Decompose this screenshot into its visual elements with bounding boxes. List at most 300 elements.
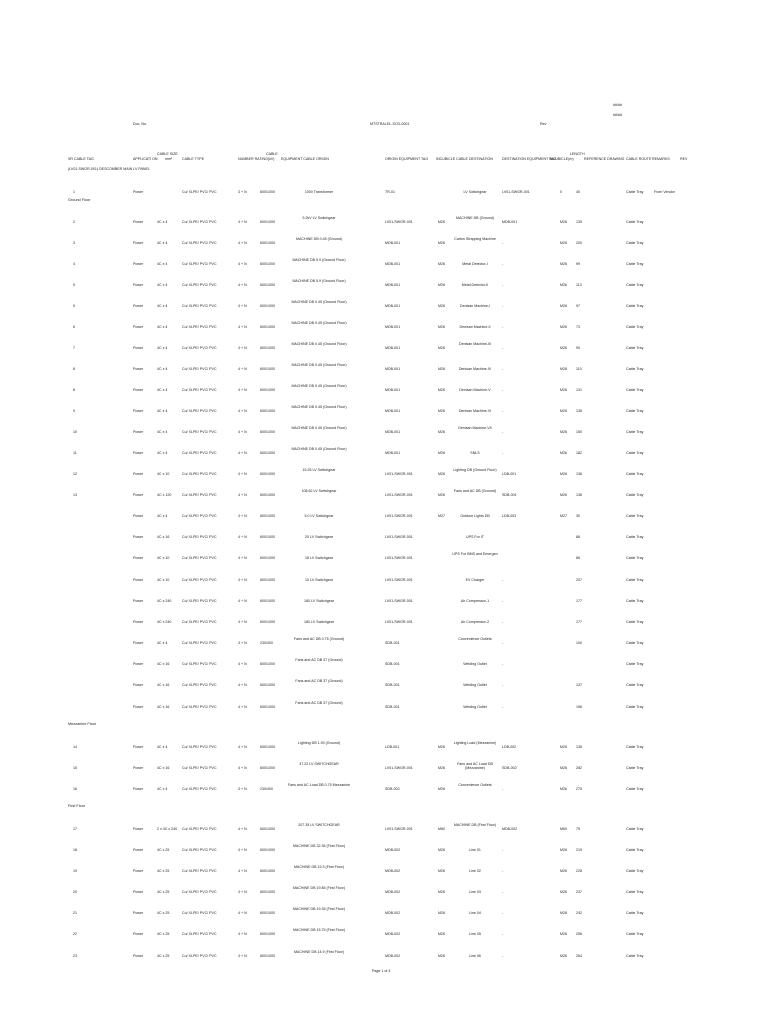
panel-caption: (LV01-SWGR-001) DESCOMBER MAIN LV PANEL <box>68 167 150 171</box>
cell-inc2: M26 <box>560 262 567 266</box>
cell-rating: 230/400 <box>260 641 273 645</box>
cell-app: Power <box>133 304 144 308</box>
cell-otag: MDB-001 <box>385 346 401 350</box>
col-cable-type: CABLE TYPE <box>182 157 205 161</box>
cell-type: Cu/ XLPE/ PVC/ PVC <box>182 304 217 308</box>
cell-rating: 600/1000 <box>260 220 275 224</box>
cell-rating: 600/1000 <box>260 869 275 873</box>
cell-num: 4 + N <box>238 890 247 894</box>
cell-incub: M26 <box>438 409 445 413</box>
cell-dtag: - <box>502 869 504 873</box>
cell-type: Cu/ XLPE/ PVC/ PVC <box>182 620 217 624</box>
cell-dest: MACHINE DB (Ground) <box>456 216 494 220</box>
cell-dtag: LDB-002 <box>502 745 517 749</box>
table-row <box>0 633 768 654</box>
cell-dtag: - <box>502 346 504 350</box>
cell-len: 136 <box>576 745 582 749</box>
cell-len: 113 <box>576 283 582 287</box>
cell-route: Cable Tray <box>626 890 644 894</box>
cell-dest: Denisan Machine-I <box>460 304 490 308</box>
cell-sr: 13 <box>73 493 77 497</box>
cell-num: 4 + N <box>238 662 247 666</box>
cell-sr: 15 <box>73 766 77 770</box>
cell-origin: MACHINE DB 19.3 (First Floor) <box>293 865 345 869</box>
cell-type: Cu/ XLPE/ PVC/ PVC <box>182 787 217 791</box>
table-row <box>0 697 768 718</box>
cell-sr: 5 <box>73 304 75 308</box>
col-length-top: LENGTH <box>570 152 585 156</box>
cell-incub: M26 <box>438 430 445 434</box>
cell-rating: 600/1000 <box>260 890 275 894</box>
cell-route: Cable Tray <box>626 190 644 194</box>
col-incubicle: INCUBICLE(m) <box>549 157 574 161</box>
cell-otag: LV01-SWGR-001 <box>385 620 413 624</box>
cell-otag: LV01-SWGR-001 <box>385 493 413 497</box>
cell-inc2: M26 <box>560 911 567 915</box>
date-top-2: ##/## <box>613 113 622 117</box>
col-incubicle-destination: INCUBICLE CABLE DESTINATION <box>436 157 493 161</box>
table-row <box>0 946 768 967</box>
cell-origin: MACHINE DB 5.9 (Ground Floor) <box>292 279 346 283</box>
cell-type: Cu/ XLPE/ PVC/ PVC <box>182 220 217 224</box>
cell-otag: MDB-002 <box>385 954 401 958</box>
cell-app: Power <box>133 241 144 245</box>
col-rev: REV <box>680 157 688 161</box>
cell-len: 40 <box>576 190 580 194</box>
cell-len: 150 <box>576 430 582 434</box>
cell-len: 97 <box>576 304 580 308</box>
cell-app: Power <box>133 890 144 894</box>
cell-sr: 10 <box>73 430 77 434</box>
cell-origin: 180 LV Switchgear <box>304 599 334 603</box>
cell-rating: 600/1000 <box>260 911 275 915</box>
cell-incub: M26 <box>438 954 445 958</box>
cell-otag: MDB-001 <box>385 325 401 329</box>
table-row <box>0 401 768 422</box>
cell-dtag: - <box>502 241 504 245</box>
cell-otag: TR-01 <box>385 190 395 194</box>
cell-app: Power <box>133 641 144 645</box>
cell-otag: MDB-001 <box>385 304 401 308</box>
cell-otag: MDB-002 <box>385 932 401 936</box>
cell-type: Cu/ XLPE/ PVC/ PVC <box>182 662 217 666</box>
cell-origin: 5.2kV LV Switchgear <box>302 216 336 220</box>
cell-dest: Carton Strapping Machine <box>454 237 496 241</box>
cell-size: 4C x 4 <box>157 262 168 266</box>
cell-len: 196 <box>576 705 582 709</box>
cell-incub: M26 <box>438 262 445 266</box>
cell-incub: M26 <box>438 472 445 476</box>
cell-route: Cable Tray <box>626 556 644 560</box>
cell-origin: Fans and AC DB 37 (Ground) <box>295 658 343 662</box>
cell-num: 4 + N <box>238 367 247 371</box>
cell-num: 4 + N <box>238 578 247 582</box>
cell-num: 3 + N <box>238 641 247 645</box>
cell-inc2: M26 <box>560 848 567 852</box>
cell-route: Cable Tray <box>626 787 644 791</box>
cell-inc2: M26 <box>560 493 567 497</box>
cell-dest: Convenience Outlets <box>458 637 492 641</box>
cell-len: 30 <box>576 514 580 518</box>
cell-rating: 600/1000 <box>260 262 275 266</box>
table-row <box>0 654 768 675</box>
cell-route: Cable Tray <box>626 827 644 831</box>
cell-inc2: M26 <box>560 787 567 791</box>
cell-len: 90 <box>576 346 580 350</box>
cell-dtag: - <box>502 787 504 791</box>
cell-size: 4C x 240 <box>157 599 172 603</box>
cell-app: Power <box>133 620 144 624</box>
cell-type: Cu/ XLPE/ PVC/ PVC <box>182 890 217 894</box>
cell-route: Cable Tray <box>626 683 644 687</box>
cell-dest: Denisan Machine-VII <box>458 426 492 430</box>
table-row <box>0 317 768 338</box>
cell-dest: Welding Outlet <box>463 683 487 687</box>
cell-size: 4C x 16 <box>157 705 170 709</box>
cell-origin: Fans and AC DB 0.75 (Ground) <box>293 637 345 641</box>
cell-dest: Welding Outlet <box>463 662 487 666</box>
cell-dest: Metal Detector-II <box>461 283 489 287</box>
cell-dest: Line 05 <box>469 932 481 936</box>
cell-sr: 20 <box>73 890 77 894</box>
table-row <box>0 612 768 633</box>
cell-size: 4C x 25 <box>157 954 170 958</box>
cell-dest: Line 03 <box>469 890 481 894</box>
cell-app: Power <box>133 220 144 224</box>
cell-rating: 600/1000 <box>260 430 275 434</box>
table-row <box>0 737 768 758</box>
cell-origin: MACHINE DB 0.45 (Ground Floor) <box>291 384 347 388</box>
table-row <box>0 338 768 359</box>
cell-size: 2 x 4C x 240 <box>157 827 178 831</box>
cell-route: Cable Tray <box>626 620 644 624</box>
cell-origin: 15.25 LV Switchgear <box>302 468 336 472</box>
cell-size: 4C x 4 <box>157 514 168 518</box>
cell-num: 4 + N <box>238 283 247 287</box>
cell-origin: 5.0 LV Switchgear <box>304 514 334 518</box>
cell-size: 4C x 4 <box>157 220 168 224</box>
cell-sr: 2 <box>73 220 75 224</box>
cell-type: Cu/ XLPE/ PVC/ PVC <box>182 869 217 873</box>
cell-rating: 230/400 <box>260 787 273 791</box>
cell-app: Power <box>133 451 144 455</box>
cell-incub: M26 <box>438 388 445 392</box>
cell-inc2: M26 <box>560 932 567 936</box>
cell-app: Power <box>133 514 144 518</box>
cell-origin: MACHINE DB 19.85 (First Floor) <box>292 886 346 890</box>
cell-len: 282 <box>576 766 582 770</box>
cell-origin: 10 LV Switchgear <box>305 578 333 582</box>
cell-num: 4 + N <box>238 911 247 915</box>
cell-num: 4 + N <box>238 304 247 308</box>
cell-origin: MACHINE DB 14.9 (First Floor) <box>293 950 345 954</box>
cell-inc2: M26 <box>560 430 567 434</box>
cell-dtag: - <box>502 620 504 624</box>
cell-app: Power <box>133 954 144 958</box>
cell-len: 136 <box>576 409 582 413</box>
cell-dest: Denisan Machine-V <box>459 388 491 392</box>
cell-type: Cu/ XLPE/ PVC/ PVC <box>182 514 217 518</box>
cell-incub: M26 <box>438 932 445 936</box>
cell-dtag: - <box>502 932 504 936</box>
cell-inc2: 0 <box>560 190 562 194</box>
table-row <box>0 758 768 779</box>
cell-dest: Lighting Load (Mezzanine) <box>453 741 497 745</box>
cell-rating: 600/1000 <box>260 346 275 350</box>
cell-route: Cable Tray <box>626 535 644 539</box>
cell-dtag: SDB-001 <box>502 493 517 497</box>
cell-dest: Denisan Machine-VI <box>458 409 492 413</box>
cell-dest: Air Compressor-1 <box>460 599 490 603</box>
cell-dtag: - <box>502 954 504 958</box>
table-row <box>0 819 768 840</box>
table-row <box>0 275 768 296</box>
cell-inc2: M26 <box>560 367 567 371</box>
cell-app: Power <box>133 472 144 476</box>
cell-num: 4 + N <box>238 827 247 831</box>
cell-otag: MDB-001 <box>385 367 401 371</box>
cell-app: Power <box>133 556 144 560</box>
cell-dest: Line 06 <box>469 954 481 958</box>
table-row <box>0 548 768 569</box>
cell-len: 136 <box>576 472 582 476</box>
cell-incub: M26 <box>438 283 445 287</box>
cell-rating: 600/1000 <box>260 578 275 582</box>
cell-otag: LV01-SWGR-001 <box>385 220 413 224</box>
cell-app: Power <box>133 869 144 873</box>
cell-num: 4 + N <box>238 325 247 329</box>
cell-dest: Denisan Machine-II <box>459 325 491 329</box>
cell-rating: 600/1000 <box>260 683 275 687</box>
cell-sr: 7 <box>73 346 75 350</box>
cell-origin: Fans and AC DB 37 (Ground) <box>295 701 343 705</box>
cell-incub: M26 <box>438 346 445 350</box>
cell-num: 4 + N <box>238 869 247 873</box>
cell-origin: Lighting DB 1.93 (Ground) <box>298 741 340 745</box>
cell-route: Cable Tray <box>626 599 644 603</box>
cell-dest: Denisan Machine-III <box>459 342 491 346</box>
cell-len: 228 <box>576 869 582 873</box>
cell-rating: 600/1000 <box>260 241 275 245</box>
cell-origin: MACHINE DB 0.45 (Ground Floor) <box>291 363 347 367</box>
cell-len: 256 <box>576 932 582 936</box>
cell-type: Cu/ XLPE/ PVC/ PVC <box>182 683 217 687</box>
cell-rating: 600/1000 <box>260 662 275 666</box>
cell-len: 99 <box>576 262 580 266</box>
cell-inc2: M26 <box>560 283 567 287</box>
cell-dtag: SDB-002 <box>502 766 517 770</box>
table-row <box>0 296 768 317</box>
cell-dtag: - <box>502 451 504 455</box>
cell-otag: LV01-SWGR-001 <box>385 514 413 518</box>
cell-route: Cable Tray <box>626 911 644 915</box>
cell-size: 4C x 4 <box>157 304 168 308</box>
cell-size: 4C x 4 <box>157 241 168 245</box>
cell-rating: 600/1000 <box>260 190 275 194</box>
cell-otag: MDB-002 <box>385 911 401 915</box>
cell-dtag: - <box>502 890 504 894</box>
cell-num: 4 + N <box>238 848 247 852</box>
col-reference-drawing: REFERENCE DRAWING <box>584 157 625 161</box>
table-row <box>0 861 768 882</box>
cell-otag: MDB-001 <box>385 430 401 434</box>
table-row <box>0 464 768 485</box>
cell-origin: MACHINE DB 0.45 (Ground Floor) <box>291 321 347 325</box>
cell-type: Cu/ XLPE/ PVC/ PVC <box>182 430 217 434</box>
cell-incub: M26 <box>438 367 445 371</box>
cell-dest: SNLS <box>470 451 480 455</box>
cell-dtag: - <box>502 367 504 371</box>
cell-type: Cu/ XLPE/ PVC/ PVC <box>182 745 217 749</box>
cell-dest: Fans and AC DB (Ground) <box>453 489 497 493</box>
cell-route: Cable Tray <box>626 451 644 455</box>
cell-app: Power <box>133 493 144 497</box>
cell-app: Power <box>133 283 144 287</box>
cell-incub: M26 <box>438 848 445 852</box>
cell-route: Cable Tray <box>626 325 644 329</box>
doc-no-label: Doc. No. <box>133 122 147 126</box>
cell-dtag: - <box>502 388 504 392</box>
cell-app: Power <box>133 766 144 770</box>
cell-dtag: - <box>502 662 504 666</box>
cell-origin: MACHINE DB 19.35 (First Floor) <box>292 907 346 911</box>
cell-dest: EV Charger <box>465 578 485 582</box>
cell-rating: 600/1000 <box>260 599 275 603</box>
cell-route: Cable Tray <box>626 745 644 749</box>
cell-size: 4C x 240 <box>157 620 172 624</box>
cell-app: Power <box>133 578 144 582</box>
cell-type: Cu/ XLPE/ PVC/ PVC <box>182 472 217 476</box>
cell-size: 4C x 4 <box>157 451 168 455</box>
cell-rating: 600/1000 <box>260 451 275 455</box>
col-origin-tag: ORIGIN EQUIPMENT TAG <box>385 157 429 161</box>
cell-num: 4 + N <box>238 472 247 476</box>
cell-otag: LV01-SWGR-001 <box>385 472 413 476</box>
cell-rating: 600/1000 <box>260 954 275 958</box>
cell-type: Cu/ XLPE/ PVC/ PVC <box>182 578 217 582</box>
cell-num: 4 + N <box>238 954 247 958</box>
cell-len: 86 <box>576 535 580 539</box>
cell-origin: Fans and AC DB 37 (Ground) <box>295 679 343 683</box>
cell-sr: 12 <box>73 472 77 476</box>
cell-sr: 4 <box>73 262 75 266</box>
cell-dtag: - <box>502 409 504 413</box>
cell-rating: 600/1000 <box>260 745 275 749</box>
col-sr-cable-tag: SR CABLE TAG <box>68 157 94 161</box>
cell-otag: MDB-001 <box>385 241 401 245</box>
table-row <box>0 903 768 924</box>
cell-dest: Outdoor Lights DB <box>460 514 490 518</box>
cell-route: Cable Tray <box>626 262 644 266</box>
cell-origin: 1000 Transformer <box>304 190 334 194</box>
cell-app: Power <box>133 409 144 413</box>
cell-app: Power <box>133 388 144 392</box>
cell-sr: 11 <box>73 451 77 455</box>
cell-type: Cu/ XLPE/ PVC/ PVC <box>182 241 217 245</box>
cell-incub: M26 <box>438 890 445 894</box>
col-cable-top: CABLE <box>266 152 278 156</box>
cell-sr: 23 <box>73 954 77 958</box>
cell-otag: MDB-002 <box>385 848 401 852</box>
cell-route: Cable Tray <box>626 430 644 434</box>
cell-num: 4 + N <box>238 262 247 266</box>
cell-size: 4C x 4 <box>157 325 168 329</box>
cell-inc2: M26 <box>560 745 567 749</box>
cell-type: Cu/ XLPE/ PVC/ PVC <box>182 283 217 287</box>
cell-dest: Denisan Machine-IV <box>458 367 492 371</box>
cell-dest: Air Compressor-2 <box>460 620 490 624</box>
table-row <box>0 443 768 464</box>
cell-type: Cu/ XLPE/ PVC/ PVC <box>182 599 217 603</box>
cell-route: Cable Tray <box>626 869 644 873</box>
cell-app: Power <box>133 787 144 791</box>
cell-size: 4C x 25 <box>157 932 170 936</box>
cell-dtag: - <box>502 641 504 645</box>
col-cable-route: CABLE ROUTE <box>626 157 652 161</box>
cell-num: 3 + N <box>238 190 247 194</box>
cell-app: Power <box>133 827 144 831</box>
cell-type: Cu/ XLPE/ PVC/ PVC <box>182 911 217 915</box>
cell-incub: M26 <box>438 220 445 224</box>
cell-origin: Fans and AC Load DB 0.75 Mezzanine <box>287 783 351 787</box>
cell-rating: 600/1000 <box>260 493 275 497</box>
cell-route: Cable Tray <box>626 848 644 852</box>
table-row <box>0 254 768 275</box>
cell-num: 4 + N <box>238 683 247 687</box>
cell-type: Cu/ XLPE/ PVC/ PVC <box>182 346 217 350</box>
cell-size: 4C x 10 <box>157 578 170 582</box>
cell-dest: Line 02 <box>469 869 481 873</box>
cell-type: Cu/ XLPE/ PVC/ PVC <box>182 493 217 497</box>
cell-rating: 600/1000 <box>260 409 275 413</box>
cell-len: 137 <box>576 683 582 687</box>
cell-inc2: M26 <box>560 241 567 245</box>
cell-type: Cu/ XLPE/ PVC/ PVC <box>182 932 217 936</box>
cell-origin: 108.62 LV Switchgear <box>301 489 337 493</box>
cell-app: Power <box>133 346 144 350</box>
cell-remarks: From Vendor <box>654 190 675 194</box>
cell-len: 86 <box>576 556 580 560</box>
cell-route: Cable Tray <box>626 220 644 224</box>
cell-len: 100 <box>576 641 582 645</box>
cell-dtag: - <box>502 848 504 852</box>
cell-len: 177 <box>576 620 582 624</box>
cell-route: Cable Tray <box>626 705 644 709</box>
col-cable-size-unit: mm² <box>165 157 173 161</box>
cell-len: 135 <box>576 220 582 224</box>
cell-num: 4 + N <box>238 493 247 497</box>
cell-sr: 18 <box>73 848 77 852</box>
table-row <box>0 591 768 612</box>
cell-incub: M26 <box>438 766 445 770</box>
cell-num: 4 + N <box>238 766 247 770</box>
cell-origin: 207.35 LV SWITCHGEAR <box>298 823 340 827</box>
cell-app: Power <box>133 932 144 936</box>
cell-otag: LV01-SWGR-001 <box>385 599 413 603</box>
cell-rating: 600/1000 <box>260 932 275 936</box>
cell-otag: SDB-001 <box>385 683 400 687</box>
cell-size: 4C x 4 <box>157 388 168 392</box>
cell-sr: 16 <box>73 787 77 791</box>
cell-route: Cable Tray <box>626 346 644 350</box>
cell-type: Cu/ XLPE/ PVC/ PVC <box>182 954 217 958</box>
cell-num: 4 + N <box>238 241 247 245</box>
cell-size: 4C x 4 <box>157 346 168 350</box>
cell-sr: 21 <box>73 911 77 915</box>
cell-len: 131 <box>576 388 582 392</box>
cell-dtag: - <box>502 430 504 434</box>
table-row <box>0 840 768 861</box>
